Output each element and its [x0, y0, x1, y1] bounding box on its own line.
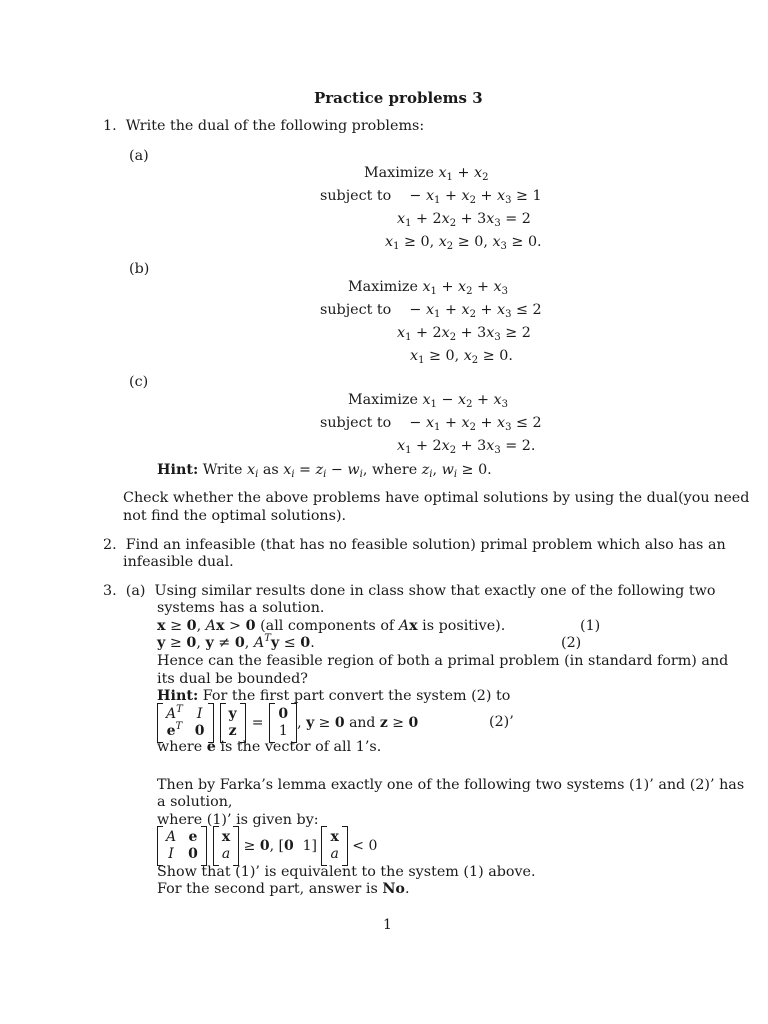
show-line: Show that (1)’ is equivalent to the system (1) above. — [157, 864, 536, 880]
part-a-label: (a) — [129, 148, 149, 164]
system-2: y ≥ 0, y ≠ 0, $A^Ty \le 0$. — [157, 633, 315, 651]
system-2-number: (2) — [561, 635, 582, 651]
part-b-constraint-3: $x_1 \ge 0$, $x_2 \ge 0$. — [410, 348, 513, 366]
equation-2prime-number: (2)’ — [489, 714, 514, 730]
part-a-constraint-3: $x_1 \ge 0$, $x_2 \ge 0$, $x_3 \ge 0$. — [385, 234, 542, 252]
part-c-objective: Maximize $x_1 - x_2 + x_3$ — [348, 392, 508, 410]
problem-1-number: 1. — [103, 118, 117, 134]
system-1-number: (1) — [580, 618, 601, 634]
page-title: Practice problems 3 — [314, 89, 483, 107]
second-part-line: For the second part, answer is No. — [157, 881, 410, 897]
problem-3-number: 3. — [103, 583, 117, 599]
page-number: 1 — [383, 917, 392, 933]
part-b-label: (b) — [129, 261, 150, 277]
problem-3-line-1: 3. (a) Using similar results done in class show that exactly one of the following two — [103, 583, 716, 599]
part-b-objective: Maximize $x_1 + x_2 + x_3$ — [348, 279, 508, 297]
part-c-label: (c) — [129, 374, 149, 390]
part-c-constraint-1: subject to − $x_1 + x_2 + x_3 \le 2$ — [320, 415, 542, 433]
problem-1-intro — [103, 118, 424, 135]
problem-1-text: Write the dual of the following problems: — [125, 118, 425, 134]
part-c-constraint-2: $x_1 + 2x_2 + 3x_3 = 2$. — [397, 438, 536, 456]
matrix-inequality-1prime: A e I 0 x a ≥ 0, [0 1] x a < 0 — [157, 826, 377, 866]
check-line-2: not find the optimal solutions). — [123, 508, 347, 524]
where-1prime-line: where (1)’ is given by: — [157, 812, 319, 828]
part-a-objective: Maximize $x_1 + x_2$ — [364, 165, 489, 183]
part-a-constraint-1: subject to − $x_1 + x_2 + x_3 \ge 1$ — [320, 188, 542, 206]
part-b-constraint-2: $x_1 + 2x_2 + 3x_3 \ge 2$ — [397, 325, 531, 343]
hence-line-1: Hence can the feasible region of both a primal problem (in standard form) and — [157, 653, 729, 669]
problem-3-line-2: systems has a solution. — [157, 600, 325, 616]
where-e-line: where e is the vector of all 1’s. — [157, 739, 382, 755]
hence-line-2: its dual be bounded? — [157, 671, 308, 687]
check-line-1: Check whether the above problems have optimal solutions by using the dual(you need — [123, 490, 750, 506]
matrix-equation-2prime: $A^T$ I $e^T$ 0 y z = 0 1 , y ≥ 0 and z ≥ 0 — [157, 703, 418, 743]
farka-line-1: Then by Farka’s lemma exactly one of the following two systems (1)’ and (2)’ has — [157, 777, 745, 793]
farka-line-2: a solution, — [157, 794, 233, 810]
answer-no: No — [382, 881, 405, 897]
system-1: x ≥ 0, Ax > 0 (all components of Ax is positive). — [157, 618, 506, 634]
problem-2-line-2: infeasible dual. — [123, 554, 234, 570]
hint-1: Hint: Write $x_i$ as $x_i = z_i - w_i$, where $z_i$, $w_i \ge 0$. — [157, 462, 492, 480]
problem-2-line-1: 2. Find an infeasible (that has no feasible solution) primal problem which also has an — [103, 537, 726, 553]
problem-2-number: 2. — [103, 537, 117, 553]
hint-2: Hint: For the first part convert the system (2) to — [157, 688, 511, 704]
part-a-constraint-2: $x_1 + 2x_2 + 3x_3 = 2$ — [397, 211, 531, 229]
part-b-constraint-1: subject to − $x_1 + x_2 + x_3 \le 2$ — [320, 302, 542, 320]
